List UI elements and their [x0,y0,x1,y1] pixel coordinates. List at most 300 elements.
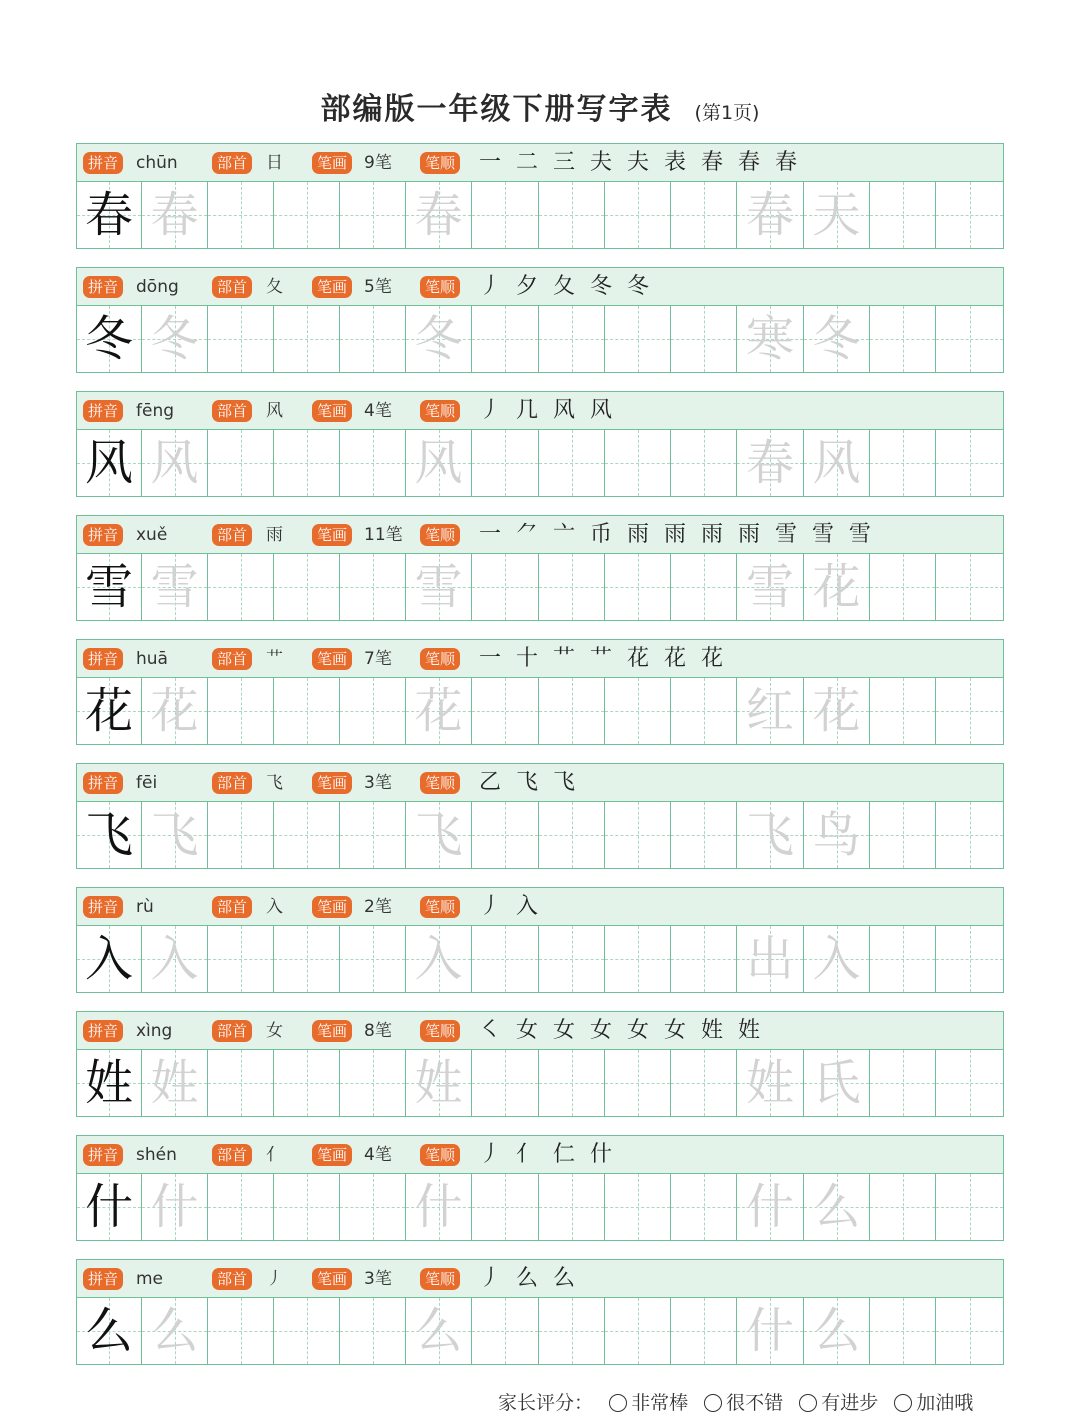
practice-cell[interactable] [605,1174,671,1240]
practice-cell[interactable] [274,306,340,372]
practice-cell[interactable] [406,554,472,620]
trace-word-character: 鸟 [812,807,861,863]
trace-word-character: 春 [745,187,794,243]
practice-cell[interactable] [737,802,804,868]
trace-word-character: 姓 [745,1055,794,1111]
field-tag: 笔顺 [420,1144,460,1166]
field-tag: 拼音 [83,1020,123,1042]
char-info-header [77,640,1003,678]
trace-word-character: 么 [812,1179,861,1235]
practice-cell[interactable] [870,1298,936,1364]
model-cell [77,1174,142,1240]
practice-cell[interactable] [605,554,671,620]
trace-character: 春 [150,187,199,243]
char-info-header [77,1012,1003,1050]
trace-word-character: 花 [812,559,861,615]
practice-cell[interactable] [870,1050,936,1116]
practice-cell[interactable] [804,182,870,248]
stroke-order: 丿 入 [479,894,542,919]
practice-cell[interactable] [406,926,472,992]
rating-option-label: 非常棒 [631,1392,689,1414]
practice-grid [77,1298,1003,1364]
trace-word-character: 么 [812,1303,861,1359]
practice-cell[interactable] [804,554,870,620]
field-tag: 拼音 [83,524,123,546]
radio-option-3[interactable] [799,1394,817,1412]
practice-cell[interactable] [142,182,208,248]
trace-character: 花 [414,683,463,739]
trace-character: 什 [150,1179,199,1235]
practice-cell[interactable] [340,306,406,372]
model-cell [77,554,142,620]
practice-cell[interactable] [472,926,539,992]
field-tag: 拼音 [83,400,123,422]
radical-value: 丿 [266,1269,283,1289]
field-tag: 部首 [212,276,252,298]
practice-cell[interactable] [406,1050,472,1116]
practice-cell[interactable] [936,182,1003,248]
practice-cell[interactable] [804,678,870,744]
field-tag: 笔画 [312,1144,352,1166]
practice-cell[interactable] [605,182,671,248]
field-tag: 拼音 [83,896,123,918]
trace-character: 飞 [414,807,463,863]
practice-cell[interactable] [142,802,208,868]
practice-cell[interactable] [208,678,274,744]
practice-cell[interactable] [737,182,804,248]
practice-cell[interactable] [406,182,472,248]
stroke-order: 丿 么 么 [479,1266,579,1291]
field-tag: 部首 [212,1144,252,1166]
trace-word-character: 飞 [745,807,794,863]
practice-cell[interactable] [936,678,1003,744]
practice-cell[interactable] [671,430,737,496]
practice-cell[interactable] [274,678,340,744]
radical-value: 风 [266,401,283,421]
practice-cell[interactable] [274,1050,340,1116]
field-tag: 拼音 [83,276,123,298]
practice-cell[interactable] [340,1174,406,1240]
practice-cell[interactable] [208,430,274,496]
practice-cell[interactable] [671,678,737,744]
field-tag: 部首 [212,648,252,670]
practice-cell[interactable] [340,1298,406,1364]
practice-cell[interactable] [340,926,406,992]
practice-cell[interactable] [870,554,936,620]
practice-grid [77,430,1003,496]
practice-cell[interactable] [605,678,671,744]
model-cell [77,1050,142,1116]
practice-cell[interactable] [804,1174,870,1240]
practice-cell[interactable] [472,1298,539,1364]
trace-character: 么 [150,1303,199,1359]
field-tag: 部首 [212,896,252,918]
trace-character: 风 [414,435,463,491]
practice-cell[interactable] [142,430,208,496]
practice-cell[interactable] [936,802,1003,868]
model-character: 雪 [84,559,133,615]
field-tag: 部首 [212,772,252,794]
practice-cell[interactable] [870,1174,936,1240]
practice-cell[interactable] [737,1298,804,1364]
practice-cell[interactable] [737,926,804,992]
stroke-count-value: 3笔 [364,1269,392,1289]
field-tag: 笔顺 [420,1020,460,1042]
trace-character: 冬 [414,311,463,367]
char-block [76,763,1004,869]
rating-option-label: 有进步 [821,1392,879,1414]
trace-word-character: 风 [812,435,861,491]
field-tag: 拼音 [83,772,123,794]
pinyin-value: rù [136,897,154,917]
model-cell [77,430,142,496]
practice-cell[interactable] [605,430,671,496]
char-block [76,639,1004,745]
practice-cell[interactable] [142,678,208,744]
stroke-count-value: 4笔 [364,1145,392,1165]
practice-grid [77,306,1003,372]
practice-cell[interactable] [539,1050,605,1116]
pinyin-value: shén [136,1145,177,1165]
practice-cell[interactable] [142,1298,208,1364]
practice-cell[interactable] [406,678,472,744]
char-block [76,391,1004,497]
practice-cell[interactable] [671,1174,737,1240]
stroke-count-value: 7笔 [364,649,392,669]
practice-cell[interactable] [472,430,539,496]
practice-cell[interactable] [340,182,406,248]
pinyin-value: chūn [136,153,178,173]
char-block [76,143,1004,249]
practice-cell[interactable] [671,554,737,620]
trace-character: 飞 [150,807,199,863]
practice-cell[interactable] [340,554,406,620]
practice-cell[interactable] [539,306,605,372]
stroke-count-value: 5笔 [364,277,392,297]
pinyin-value: xuě [136,525,168,545]
trace-word-character: 出 [745,931,794,987]
practice-cell[interactable] [274,1298,340,1364]
practice-cell[interactable] [936,926,1003,992]
practice-grid [77,678,1003,744]
trace-character: 春 [414,187,463,243]
practice-cell[interactable] [605,802,671,868]
char-info-header [77,516,1003,554]
model-cell [77,802,142,868]
radical-value: 女 [266,1021,283,1041]
stroke-count-value: 4笔 [364,401,392,421]
practice-cell[interactable] [671,1050,737,1116]
practice-cell[interactable] [737,1174,804,1240]
practice-cell[interactable] [208,1050,274,1116]
practice-cell[interactable] [539,182,605,248]
practice-grid [77,926,1003,992]
page-title [0,84,1080,128]
field-tag: 笔画 [312,400,352,422]
practice-cell[interactable] [539,678,605,744]
radical-value: 夂 [266,277,283,297]
field-tag: 笔画 [312,1020,352,1042]
practice-cell[interactable] [804,306,870,372]
field-tag: 笔顺 [420,896,460,918]
practice-cell[interactable] [936,554,1003,620]
practice-cell[interactable] [539,1298,605,1364]
practice-cell[interactable] [671,802,737,868]
practice-cell[interactable] [274,926,340,992]
trace-character: 入 [150,931,199,987]
stroke-order: 丿 亻 仁 什 [479,1142,616,1167]
pinyin-value: dōng [136,277,179,297]
stroke-count-value: 3笔 [364,773,392,793]
field-tag: 拼音 [83,152,123,174]
practice-cell[interactable] [274,802,340,868]
stroke-order: 丿 几 风 风 [479,398,616,423]
field-tag: 笔顺 [420,276,460,298]
trace-word-character: 冬 [812,311,861,367]
radio-option-4[interactable] [894,1394,912,1412]
practice-cell[interactable] [539,554,605,620]
rating-label: 家长评分： [498,1392,594,1414]
practice-cell[interactable] [340,802,406,868]
practice-cell[interactable] [274,554,340,620]
practice-cell[interactable] [936,1050,1003,1116]
practice-cell[interactable] [804,1298,870,1364]
practice-cell[interactable] [870,306,936,372]
char-info-header [77,1260,1003,1298]
stroke-order: 丿 夕 夂 冬 冬 [479,274,653,299]
field-tag: 部首 [212,1020,252,1042]
practice-cell[interactable] [605,1298,671,1364]
practice-cell[interactable] [804,430,870,496]
practice-cell[interactable] [605,926,671,992]
practice-grid [77,1050,1003,1116]
practice-cell[interactable] [340,430,406,496]
practice-cell[interactable] [804,926,870,992]
practice-cell[interactable] [340,678,406,744]
practice-cell[interactable] [539,1174,605,1240]
practice-cell[interactable] [472,1050,539,1116]
practice-cell[interactable] [605,1050,671,1116]
trace-word-character: 入 [812,931,861,987]
practice-cell[interactable] [274,430,340,496]
practice-cell[interactable] [472,1174,539,1240]
practice-cell[interactable] [142,554,208,620]
practice-cell[interactable] [936,430,1003,496]
model-character: 春 [84,187,133,243]
practice-cell[interactable] [936,1174,1003,1240]
char-block [76,1011,1004,1117]
field-tag: 笔画 [312,772,352,794]
practice-cell[interactable] [406,1174,472,1240]
field-tag: 笔顺 [420,772,460,794]
pinyin-value: fēng [136,401,175,421]
parent-rating [498,1388,973,1415]
char-info-header [77,764,1003,802]
char-block [76,267,1004,373]
radio-option-1[interactable] [609,1394,627,1412]
practice-cell[interactable] [208,182,274,248]
pinyin-value: me [136,1269,164,1289]
practice-cell[interactable] [274,1174,340,1240]
practice-cell[interactable] [208,1298,274,1364]
model-cell [77,678,142,744]
practice-cell[interactable] [936,306,1003,372]
char-block [76,1259,1004,1365]
char-info-header [77,1136,1003,1174]
trace-word-character: 花 [812,683,861,739]
trace-character: 冬 [150,311,199,367]
practice-cell[interactable] [605,306,671,372]
practice-cell[interactable] [804,802,870,868]
field-tag: 拼音 [83,648,123,670]
char-info-header [77,888,1003,926]
model-character: 花 [84,683,133,739]
trace-word-character: 什 [745,1303,794,1359]
radical-value: 亻 [266,1145,283,1165]
field-tag: 笔画 [312,152,352,174]
practice-grid [77,802,1003,868]
model-character: 风 [84,435,133,491]
practice-cell[interactable] [870,430,936,496]
page-number: (第1页) [694,102,760,124]
practice-cell[interactable] [737,430,804,496]
stroke-count-value: 9笔 [364,153,392,173]
practice-cell[interactable] [274,182,340,248]
practice-cell[interactable] [142,1050,208,1116]
practice-cell[interactable] [870,182,936,248]
field-tag: 拼音 [83,1268,123,1290]
char-block [76,1135,1004,1241]
practice-cell[interactable] [208,306,274,372]
field-tag: 部首 [212,1268,252,1290]
practice-cell[interactable] [208,802,274,868]
field-tag: 笔顺 [420,400,460,422]
practice-cell[interactable] [208,926,274,992]
char-info-header [77,268,1003,306]
practice-cell[interactable] [737,1050,804,1116]
trace-character: 花 [150,683,199,739]
trace-character: 雪 [150,559,199,615]
trace-character: 雪 [414,559,463,615]
practice-cell[interactable] [870,926,936,992]
radio-option-2[interactable] [704,1394,722,1412]
trace-character: 姓 [150,1055,199,1111]
pinyin-value: xìng [136,1021,173,1041]
trace-word-character: 寒 [745,311,794,367]
field-tag: 笔顺 [420,648,460,670]
practice-cell[interactable] [340,1050,406,1116]
stroke-count-value: 11笔 [364,525,403,545]
radical-value: 艹 [266,649,283,669]
practice-cell[interactable] [472,306,539,372]
char-info-header [77,144,1003,182]
field-tag: 部首 [212,524,252,546]
trace-character: 风 [150,435,199,491]
practice-cell[interactable] [671,1298,737,1364]
model-character: 么 [84,1303,133,1359]
practice-cell[interactable] [406,306,472,372]
stroke-order: 一 ⺈ 亠 币 雨 雨 雨 雨 雪 雪 雪 [479,522,875,547]
practice-cell[interactable] [671,182,737,248]
field-tag: 拼音 [83,1144,123,1166]
trace-character: 入 [414,931,463,987]
field-tag: 部首 [212,400,252,422]
char-block [76,887,1004,993]
title-text: 部编版一年级下册写字表 [320,92,673,127]
practice-cell[interactable] [870,802,936,868]
trace-word-character: 什 [745,1179,794,1235]
field-tag: 笔画 [312,276,352,298]
radical-value: 入 [266,897,283,917]
practice-cell[interactable] [539,430,605,496]
field-tag: 笔顺 [420,1268,460,1290]
model-character: 什 [84,1179,133,1235]
trace-word-character: 氏 [812,1055,861,1111]
field-tag: 笔画 [312,1268,352,1290]
stroke-count-value: 8笔 [364,1021,392,1041]
radical-value: 雨 [266,525,283,545]
practice-cell[interactable] [539,926,605,992]
practice-cell[interactable] [406,802,472,868]
field-tag: 笔画 [312,648,352,670]
practice-cell[interactable] [406,1298,472,1364]
practice-grid [77,1174,1003,1240]
practice-cell[interactable] [406,430,472,496]
rating-option-label: 加油哦 [916,1392,974,1414]
trace-word-character: 雪 [745,559,794,615]
practice-cell[interactable] [208,554,274,620]
practice-cell[interactable] [539,802,605,868]
trace-character: 姓 [414,1055,463,1111]
practice-cell[interactable] [208,1174,274,1240]
model-character: 入 [84,931,133,987]
practice-cell[interactable] [671,306,737,372]
model-cell [77,182,142,248]
stroke-order: ㇛ 女 女 女 女 女 姓 姓 [479,1018,764,1043]
practice-cell[interactable] [870,678,936,744]
practice-cell[interactable] [671,926,737,992]
pinyin-value: huā [136,649,168,669]
stroke-order: 一 二 三 夫 夫 表 春 春 春 [479,150,801,175]
model-cell [77,1298,142,1364]
practice-cell[interactable] [804,1050,870,1116]
practice-cell[interactable] [472,678,539,744]
practice-cell[interactable] [936,1298,1003,1364]
radical-value: 日 [266,153,283,173]
stroke-order: 一 十 艹 艹 花 花 花 [479,646,727,671]
practice-cell[interactable] [472,554,539,620]
practice-cell[interactable] [142,306,208,372]
practice-cell[interactable] [472,182,539,248]
practice-cell[interactable] [142,1174,208,1240]
practice-grid [77,554,1003,620]
field-tag: 笔顺 [420,524,460,546]
pinyin-value: fēi [136,773,158,793]
practice-cell[interactable] [737,306,804,372]
practice-cell[interactable] [737,678,804,744]
practice-cell[interactable] [737,554,804,620]
rating-option-label: 很不错 [726,1392,784,1414]
radical-value: 飞 [266,773,283,793]
practice-grid [77,182,1003,248]
trace-character: 么 [414,1303,463,1359]
model-character: 冬 [84,311,133,367]
field-tag: 笔画 [312,524,352,546]
char-info-header [77,392,1003,430]
practice-cell[interactable] [472,802,539,868]
practice-cell[interactable] [142,926,208,992]
stroke-order: 乙 飞 飞 [479,770,579,795]
